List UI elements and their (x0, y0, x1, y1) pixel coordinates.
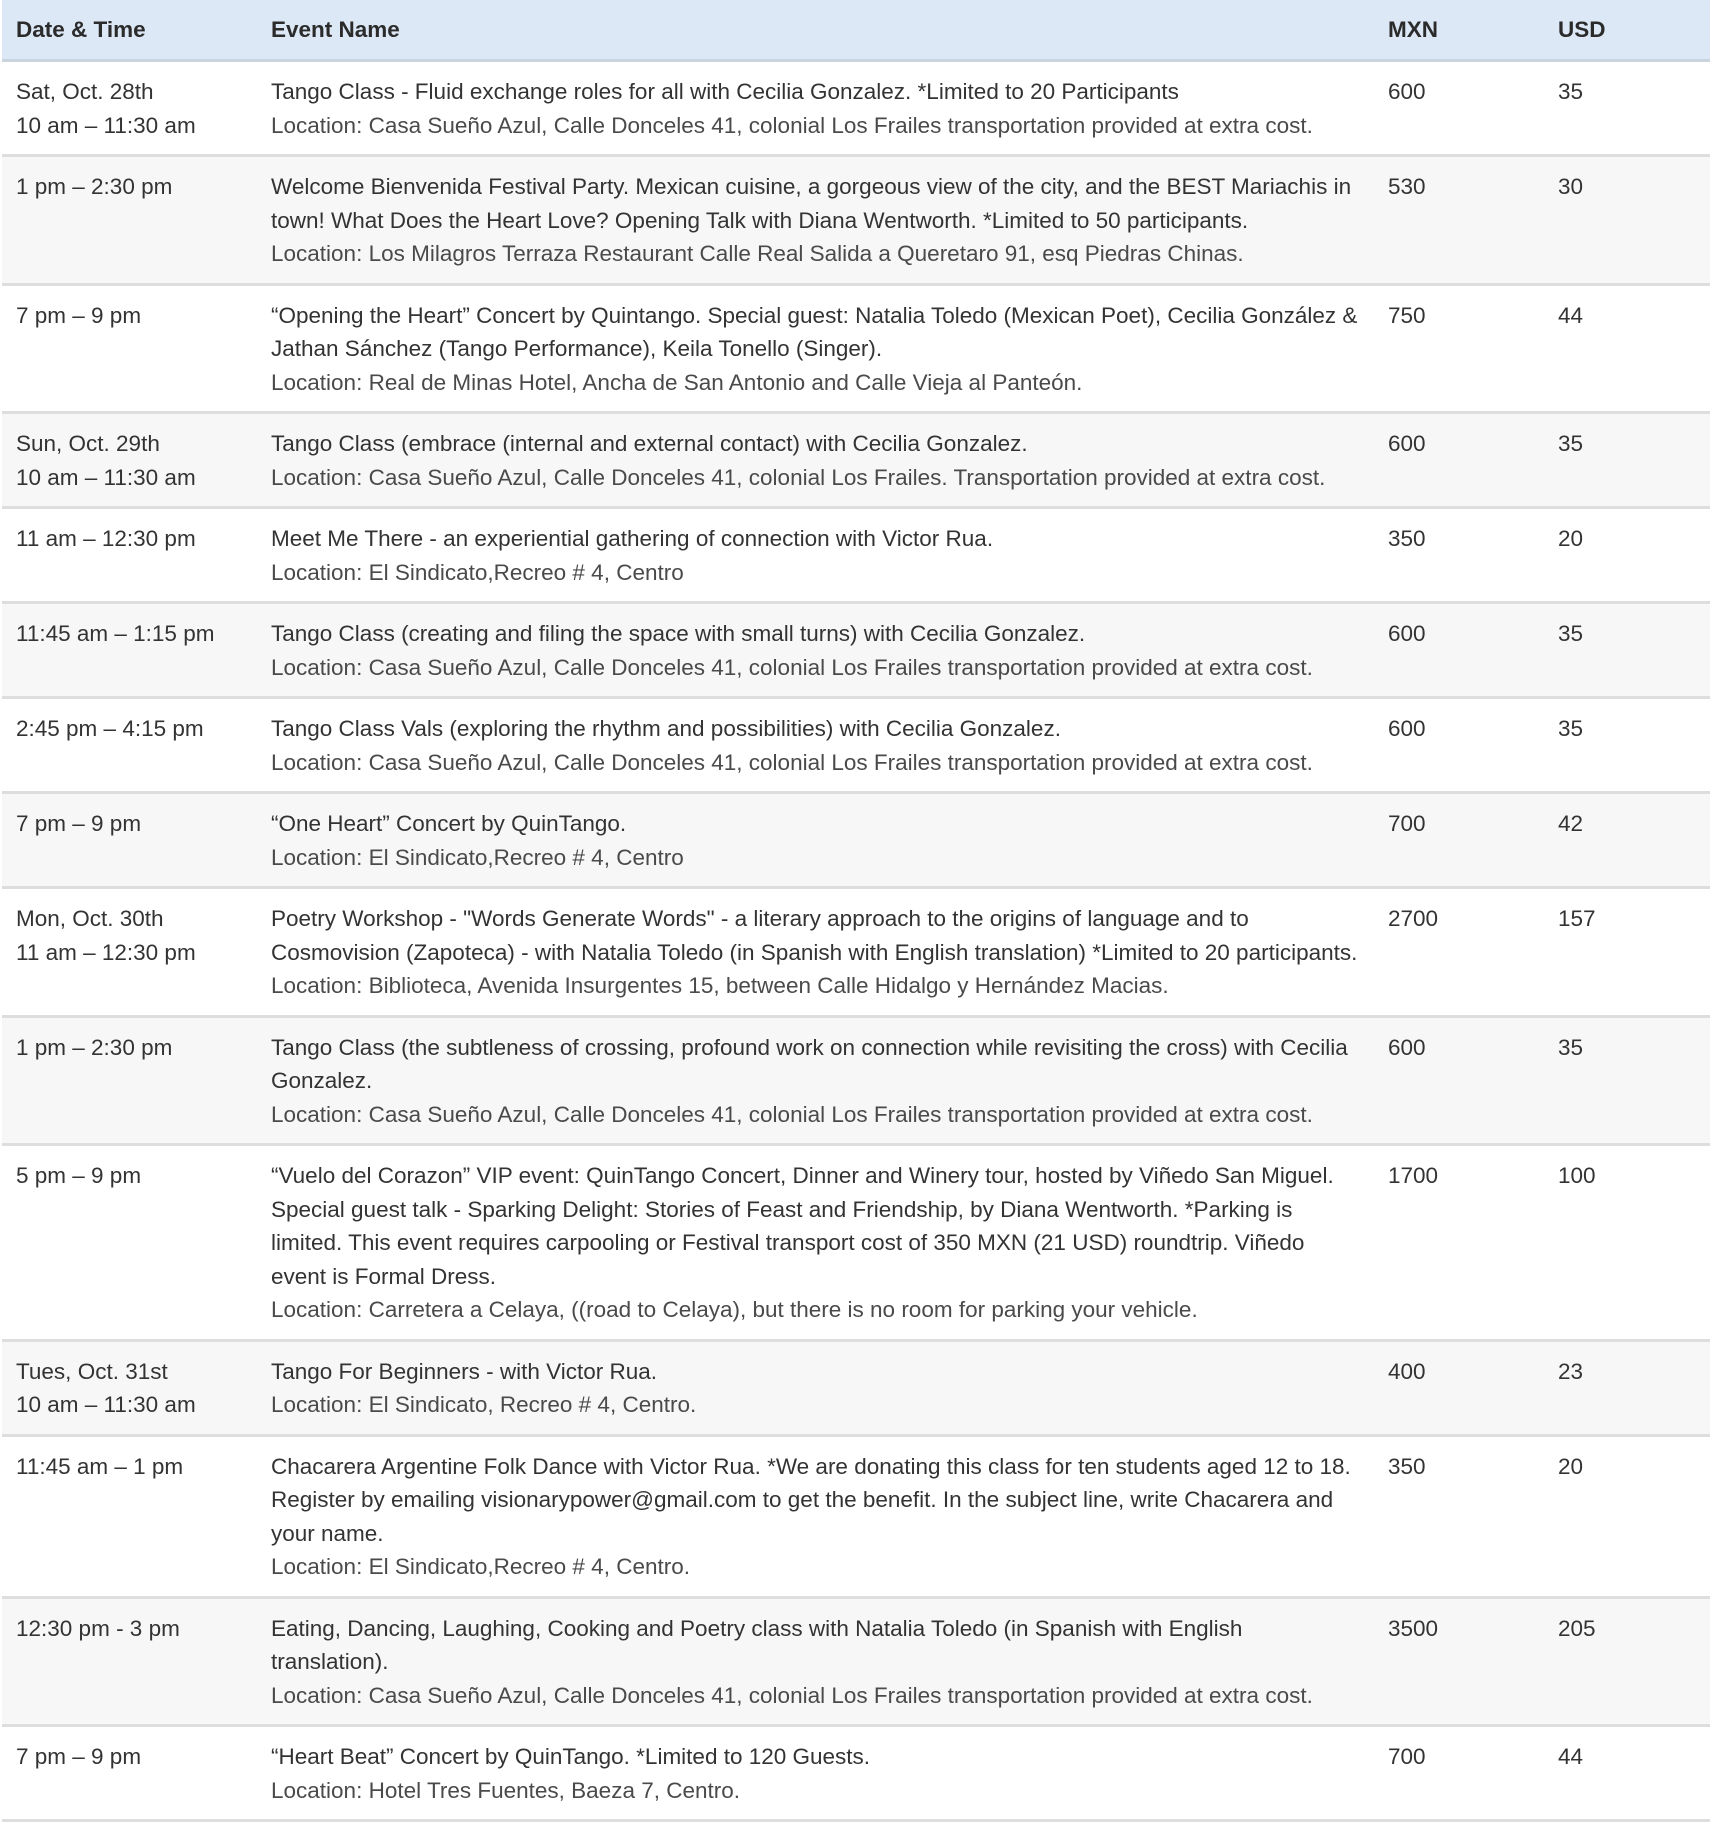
cell-event-name (257, 1340, 1374, 1435)
cell-date-time (2, 1597, 257, 1726)
event-time: 11:45 am – 1:15 pm (16, 621, 215, 646)
cell-date-time (2, 61, 257, 156)
table-row (2, 603, 1710, 698)
cell-price-usd: 20 (1544, 1435, 1710, 1597)
cell-event-name (257, 61, 1374, 156)
event-schedule-table (2, 0, 1710, 1822)
cell-date-time (2, 508, 257, 603)
cell-price-mxn: 750 (1374, 284, 1544, 413)
event-description: Eating, Dancing, Laughing, Cooking and Poetry class with Natalia Toledo (in Spanish with English translation). (271, 1615, 1243, 1674)
cell-price-mxn: 530 (1374, 156, 1544, 285)
cell-price-usd: 205 (1544, 1597, 1710, 1726)
event-description: Tango Class (creating and filing the space with small turns) with Cecilia Gonzalez. (271, 621, 1086, 646)
event-time: 10 am – 11:30 am (16, 1392, 196, 1417)
event-time: 2:45 pm – 4:15 pm (16, 716, 204, 741)
event-description: “One Heart” Concert by QuinTango. (271, 811, 627, 836)
event-description: “Heart Beat” Concert by QuinTango. *Limited to 120 Guests. (271, 1744, 871, 1769)
table-row (2, 413, 1710, 508)
cell-event-name (257, 888, 1374, 1017)
table-row (2, 1435, 1710, 1597)
table-body (2, 61, 1710, 1821)
cell-event-name (257, 1597, 1374, 1726)
event-time: 7 pm – 9 pm (16, 1744, 142, 1769)
table-row (2, 156, 1710, 285)
event-location: Location: El Sindicato,Recreo # 4, Centro. (271, 1554, 690, 1579)
event-date: Tues, Oct. 31st (16, 1358, 168, 1384)
cell-date-time (2, 793, 257, 888)
cell-price-mxn: 600 (1374, 603, 1544, 698)
cell-date-time (2, 413, 257, 508)
event-location: Location: El Sindicato,Recreo # 4, Centro (271, 559, 684, 585)
event-location: Location: Casa Sueño Azul, Calle Donceles 41, colonial Los Frailes transportation provided at extra cost. (271, 1682, 1313, 1708)
event-description: Poetry Workshop - "Words Generate Words" - a literary approach to the origins of language and to Cosmovision (Zapoteca) - with Natalia Toledo (in Spanish with English translation) *Limited to 20 participants. (271, 906, 1358, 965)
cell-event-name (257, 793, 1374, 888)
cell-price-mxn: 350 (1374, 1435, 1544, 1597)
cell-price-usd: 35 (1544, 603, 1710, 698)
cell-date-time (2, 1726, 257, 1821)
table-row (2, 284, 1710, 413)
event-time: 10 am – 11:30 am (16, 112, 196, 138)
event-time: 1 pm – 2:30 pm (16, 174, 173, 199)
event-description: Meet Me There - an experiential gathering of connection with Victor Rua. (271, 526, 994, 551)
cell-event-name (257, 284, 1374, 413)
event-location: Location: Casa Sueño Azul, Calle Donceles 41, colonial Los Frailes. Transportation provided at extra cost. (271, 464, 1326, 490)
cell-price-mxn: 2700 (1374, 888, 1544, 1017)
cell-event-name (257, 508, 1374, 603)
event-location: Location: Casa Sueño Azul, Calle Donceles 41, colonial Los Frailes transportation provided at extra cost. (271, 749, 1313, 775)
event-location: Location: Hotel Tres Fuentes, Baeza 7, Centro. (271, 1777, 741, 1803)
cell-date-time (2, 1340, 257, 1435)
event-location: Location: El Sindicato,Recreo # 4, Centro (271, 844, 684, 870)
cell-date-time (2, 1145, 257, 1341)
cell-price-mxn: 600 (1374, 698, 1544, 793)
cell-event-name (257, 1435, 1374, 1597)
cell-event-name (257, 603, 1374, 698)
event-location: Location: Biblioteca, Avenida Insurgentes 15, between Calle Hidalgo y Hernández Macias. (271, 973, 1169, 998)
event-time: 12:30 pm - 3 pm (16, 1615, 180, 1641)
cell-event-name (257, 156, 1374, 285)
schedule-table-container (2, 0, 1710, 1822)
cell-event-name (257, 698, 1374, 793)
cell-price-mxn: 600 (1374, 61, 1544, 156)
cell-date-time (2, 1016, 257, 1145)
cell-date-time (2, 888, 257, 1017)
header-mxn: MXN (1374, 0, 1544, 61)
table-row (2, 508, 1710, 603)
cell-price-usd: 42 (1544, 793, 1710, 888)
cell-event-name (257, 1726, 1374, 1821)
cell-price-usd: 157 (1544, 888, 1710, 1017)
event-description: “Opening the Heart” Concert by Quintango. Special guest: Natalia Toledo (Mexican Poet), Cecilia González & Jathan Sánchez (Tango Performance), Keila Tonello (Singer). (271, 302, 1358, 361)
cell-price-usd: 35 (1544, 413, 1710, 508)
event-description: Chacarera Argentine Folk Dance with Victor Rua. *We are donating this class for ten students aged 12 to 18. Register by emailing visionarypower@gmail.com to get the benefit. In the subject line, write Chacarera and your name. (271, 1453, 1351, 1546)
cell-price-usd: 35 (1544, 61, 1710, 156)
header-date-time: Date & Time (2, 0, 257, 61)
event-time: 11 am – 12:30 pm (16, 939, 196, 965)
event-description: Tango For Beginners - with Victor Rua. (271, 1358, 658, 1384)
cell-price-mxn: 350 (1374, 508, 1544, 603)
header-usd: USD (1544, 0, 1710, 61)
table-row (2, 1726, 1710, 1821)
event-location: Location: Casa Sueño Azul, Calle Donceles 41, colonial Los Frailes transportation provided at extra cost. (271, 654, 1313, 680)
table-row (2, 1145, 1710, 1341)
table-header (2, 0, 1710, 61)
table-row (2, 793, 1710, 888)
event-location: Location: Real de Minas Hotel, Ancha de San Antonio and Calle Vieja al Panteón. (271, 369, 1083, 395)
cell-price-mxn: 400 (1374, 1340, 1544, 1435)
cell-price-usd: 20 (1544, 508, 1710, 603)
cell-date-time (2, 284, 257, 413)
cell-price-usd: 44 (1544, 1726, 1710, 1821)
event-description: Tango Class - Fluid exchange roles for all with Cecilia Gonzalez. *Limited to 20 Participants (271, 79, 1179, 104)
event-time: 5 pm – 9 pm (16, 1163, 142, 1188)
table-row (2, 698, 1710, 793)
cell-event-name (257, 1016, 1374, 1145)
cell-event-name (257, 413, 1374, 508)
event-time: 7 pm – 9 pm (16, 302, 142, 328)
event-description: Tango Class Vals (exploring the rhythm and possibilities) with Cecilia Gonzalez. (271, 716, 1061, 741)
cell-date-time (2, 698, 257, 793)
cell-date-time (2, 1435, 257, 1597)
table-row (2, 61, 1710, 156)
event-time: 1 pm – 2:30 pm (16, 1034, 173, 1060)
event-description: “Vuelo del Corazon” VIP event: QuinTango Concert, Dinner and Winery tour, hosted by Viñedo San Miguel. Special guest talk - Sparking Delight: Stories of Feast and Friendship, by Diana Wentworth. *Parking is limited. This event requires carpooling or Festival transport cost of 350 MXN (21 USD) roundtrip. Viñedo event is Formal Dress. (271, 1163, 1334, 1289)
event-time: 11:45 am – 1 pm (16, 1453, 184, 1479)
event-date: Sat, Oct. 28th (16, 79, 154, 104)
cell-price-usd: 30 (1544, 156, 1710, 285)
event-description: Tango Class (embrace (internal and external contact) with Cecilia Gonzalez. (271, 431, 1028, 456)
cell-price-usd: 44 (1544, 284, 1710, 413)
cell-date-time (2, 603, 257, 698)
cell-price-usd: 35 (1544, 1016, 1710, 1145)
cell-price-mxn: 600 (1374, 413, 1544, 508)
table-row (2, 1597, 1710, 1726)
event-location: Location: Casa Sueño Azul, Calle Donceles 41, colonial Los Frailes transportation provided at extra cost. (271, 1101, 1313, 1127)
cell-price-mxn: 700 (1374, 1726, 1544, 1821)
event-location: Location: El Sindicato, Recreo # 4, Centro. (271, 1392, 697, 1417)
event-location: Location: Casa Sueño Azul, Calle Donceles 41, colonial Los Frailes transportation provided at extra cost. (271, 112, 1313, 138)
cell-price-usd: 35 (1544, 698, 1710, 793)
cell-price-usd: 23 (1544, 1340, 1710, 1435)
table-row (2, 1340, 1710, 1435)
event-description: Welcome Bienvenida Festival Party. Mexican cuisine, a gorgeous view of the city, and the BEST Mariachis in town! What Does the Heart Love? Opening Talk with Diana Wentworth. *Limited to 50 participants. (271, 174, 1352, 233)
event-time: 7 pm – 9 pm (16, 811, 142, 836)
event-description: Tango Class (the subtleness of crossing, profound work on connection while revisiting the cross) with Cecilia Gonzalez. (271, 1034, 1348, 1093)
cell-price-mxn: 700 (1374, 793, 1544, 888)
table-row (2, 1016, 1710, 1145)
cell-date-time (2, 156, 257, 285)
cell-event-name (257, 1145, 1374, 1341)
cell-price-mxn: 600 (1374, 1016, 1544, 1145)
cell-price-mxn: 3500 (1374, 1597, 1544, 1726)
header-event-name: Event Name (257, 0, 1374, 61)
event-location: Location: Los Milagros Terraza Restaurant Calle Real Salida a Queretaro 91, esq Piedras Chinas. (271, 241, 1244, 266)
cell-price-usd: 100 (1544, 1145, 1710, 1341)
event-time: 11 am – 12:30 pm (16, 526, 196, 551)
cell-price-mxn: 1700 (1374, 1145, 1544, 1341)
event-date: Mon, Oct. 30th (16, 906, 164, 931)
event-location: Location: Carretera a Celaya, ((road to Celaya), but there is no room for parking your vehicle. (271, 1297, 1198, 1322)
table-row (2, 888, 1710, 1017)
event-date: Sun, Oct. 29th (16, 431, 160, 456)
header-row (2, 0, 1710, 61)
event-time: 10 am – 11:30 am (16, 464, 196, 490)
